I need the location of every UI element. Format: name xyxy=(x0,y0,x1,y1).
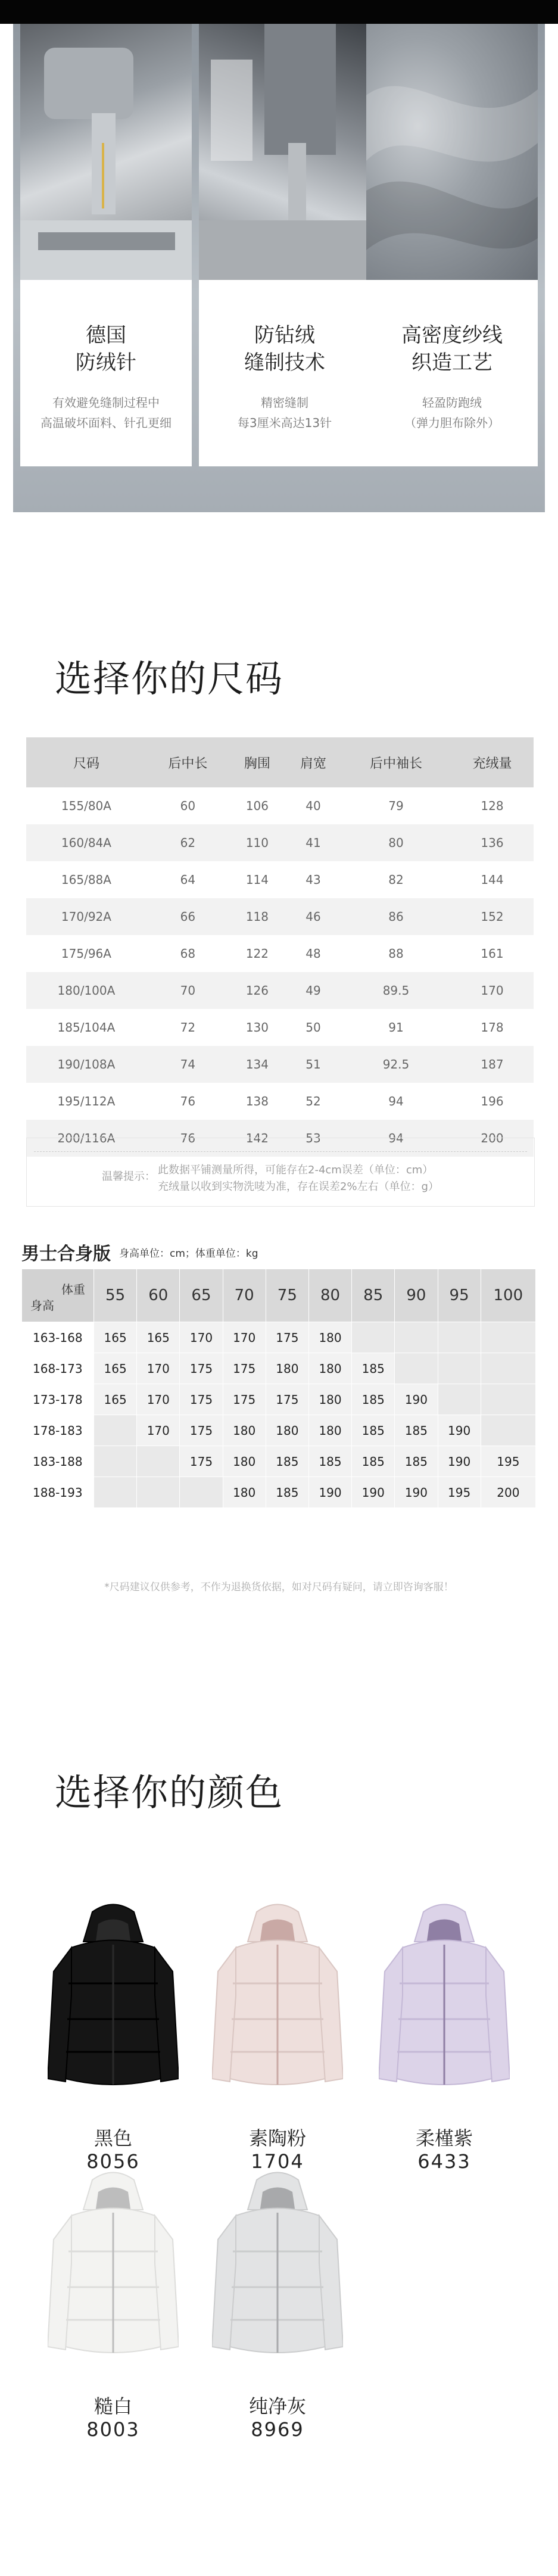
size-cell: 126 xyxy=(229,972,285,1009)
size-cell: 62 xyxy=(146,824,229,861)
size-cell: 110 xyxy=(229,824,285,861)
size-cell: 79 xyxy=(388,799,404,813)
height-row-label: 173-178 xyxy=(22,1384,94,1415)
fit-cell: 180 xyxy=(223,1446,266,1477)
note-line-1: 此数据平铺测量所得，可能存在2-4cm误差（单位：cm） xyxy=(158,1164,434,1176)
fit-cell: 185 xyxy=(395,1415,438,1446)
weight-col-header: 80 xyxy=(308,1269,351,1322)
fit-cell: 185 xyxy=(352,1353,395,1384)
size-cell: 144 xyxy=(481,873,504,887)
size-row xyxy=(26,824,534,861)
size-cell: 106 xyxy=(245,799,269,813)
size-cell: 40 xyxy=(306,799,321,813)
size-cell: 60 xyxy=(180,799,196,813)
color-name: 纯净灰 xyxy=(248,2395,306,2418)
fit-cell: 180 xyxy=(308,1353,351,1384)
feature-title-line1: 高密度纱线 xyxy=(401,323,503,347)
size-cell: 48 xyxy=(306,946,321,961)
size-row xyxy=(26,861,534,898)
size-cell: 180/100A xyxy=(26,972,146,1009)
fit-cell: 165 xyxy=(94,1384,137,1415)
sewing-machine-photo xyxy=(20,24,192,280)
color-name: 黑色 xyxy=(93,2127,132,2150)
size-cell: 91 xyxy=(388,1020,404,1035)
feature-desc-line2: 高温破坏面料、针孔更细 xyxy=(40,416,172,430)
size-row xyxy=(26,1046,534,1083)
weight-col-header: 90 xyxy=(395,1269,438,1322)
size-cell: 128 xyxy=(481,799,504,813)
fit-cell xyxy=(137,1477,180,1508)
size-cell: 160/84A xyxy=(26,824,146,861)
size-cell: 152 xyxy=(451,898,534,935)
feature-desc-line2: 每3厘米高达13针 xyxy=(237,416,332,430)
size-row xyxy=(26,972,534,1009)
height-row-label: 163-168 xyxy=(22,1322,94,1353)
size-row xyxy=(26,1083,534,1120)
fit-cell: 175 xyxy=(180,1384,223,1415)
color-code: 6433 xyxy=(417,2150,471,2173)
fit-cell: 180 xyxy=(223,1415,266,1446)
fit-cell: 175 xyxy=(223,1353,266,1384)
size-cell: 53 xyxy=(285,1120,341,1157)
fit-cell: 175 xyxy=(223,1384,266,1415)
note-line-2: 充绒量以收到实物洗唛为准，存在误差2%左右（单位：g） xyxy=(158,1180,439,1193)
feature-title-line2: 缝制技术 xyxy=(244,351,325,375)
color-code: 8003 xyxy=(86,2418,140,2441)
color-name: 素陶粉 xyxy=(248,2127,306,2150)
fit-cell xyxy=(438,1322,481,1353)
fit-cell: 180 xyxy=(223,1477,266,1508)
weight-col-header: 60 xyxy=(137,1269,180,1322)
size-row xyxy=(26,787,534,824)
feature-title-line2: 织造工艺 xyxy=(412,351,492,375)
dashed-divider xyxy=(34,1151,527,1152)
fit-cell xyxy=(352,1322,395,1353)
weight-col-header: 55 xyxy=(94,1269,137,1322)
fit-cell: 185 xyxy=(352,1384,395,1415)
size-cell: 94 xyxy=(341,1120,451,1157)
fit-cell: 170 xyxy=(180,1322,223,1353)
size-cell: 136 xyxy=(451,824,534,861)
size-cell: 170/92A xyxy=(26,898,146,935)
size-cell: 195/112A xyxy=(57,1094,116,1108)
fit-cell: 165 xyxy=(94,1353,137,1384)
fit-cell: 190 xyxy=(438,1415,481,1446)
size-cell: 170 xyxy=(451,972,534,1009)
jacket-image[interactable] xyxy=(212,1900,343,2102)
fit-row xyxy=(22,1322,536,1353)
fit-cell: 175 xyxy=(266,1322,308,1353)
fit-cell xyxy=(395,1353,438,1384)
weight-col-header: 75 xyxy=(266,1269,308,1322)
height-row-label: 178-183 xyxy=(22,1415,94,1446)
fit-cell: 170 xyxy=(137,1384,180,1415)
fit-cell xyxy=(438,1384,481,1415)
size-cell: 43 xyxy=(306,873,321,887)
color-name: 糙白 xyxy=(93,2395,132,2418)
fit-cell: 195 xyxy=(438,1477,481,1508)
jacket-image[interactable] xyxy=(379,1900,510,2102)
fit-cell: 195 xyxy=(481,1446,535,1477)
fit-cell xyxy=(94,1477,137,1508)
size-cell: 142 xyxy=(229,1120,285,1157)
fit-cell xyxy=(481,1415,535,1446)
fit-cell: 190 xyxy=(308,1477,351,1508)
fit-cell: 185 xyxy=(308,1446,351,1477)
feature-title-line2: 防绒针 xyxy=(76,351,136,375)
size-cell: 122 xyxy=(245,946,269,961)
feature-card-stitching xyxy=(199,24,370,466)
fit-row xyxy=(22,1384,536,1415)
fit-units: 身高单位：cm；体重单位：kg xyxy=(119,1248,258,1260)
size-cell: 161 xyxy=(481,946,504,961)
size-cell: 200/116A xyxy=(26,1120,146,1157)
fit-cell: 165 xyxy=(94,1322,137,1353)
size-row xyxy=(26,898,534,935)
fit-row xyxy=(22,1446,536,1477)
jacket-image[interactable] xyxy=(48,1900,179,2102)
size-cell: 86 xyxy=(341,898,451,935)
fit-cell: 175 xyxy=(180,1415,223,1446)
size-col-header: 肩宽 xyxy=(285,737,341,787)
size-section-title: 选择你的尺码 xyxy=(55,657,284,700)
size-row xyxy=(26,935,534,972)
top-dark-bar xyxy=(0,0,558,24)
size-cell: 155/80A xyxy=(61,799,111,813)
feature-desc-line1: 精密缝制 xyxy=(261,395,308,410)
fit-cell xyxy=(395,1322,438,1353)
size-row xyxy=(26,1009,534,1046)
fit-cell xyxy=(438,1353,481,1384)
feature-title-line1: 防钻绒 xyxy=(254,323,315,347)
size-cell: 187 xyxy=(451,1046,534,1083)
feature-desc-line1: 轻盈防跑绒 xyxy=(422,395,482,410)
height-row-label: 188-193 xyxy=(22,1477,94,1508)
fit-cell xyxy=(481,1353,535,1384)
size-cell: 118 xyxy=(229,898,285,935)
color-code: 1704 xyxy=(251,2150,304,2173)
jacket-image[interactable] xyxy=(212,2168,343,2371)
fit-cell: 180 xyxy=(266,1353,308,1384)
size-cell: 74 xyxy=(146,1046,229,1083)
jacket-image[interactable] xyxy=(48,2168,179,2371)
fit-cell: 190 xyxy=(438,1446,481,1477)
fit-cell xyxy=(481,1384,535,1415)
corner-height-label: 身高 xyxy=(30,1298,54,1313)
fit-cell: 165 xyxy=(137,1322,180,1353)
height-row-label: 168-173 xyxy=(22,1353,94,1384)
fit-cell: 180 xyxy=(308,1384,351,1415)
color-code: 8056 xyxy=(86,2150,140,2173)
size-cell: 46 xyxy=(285,898,341,935)
size-cell: 49 xyxy=(285,972,341,1009)
fit-recommendation-table xyxy=(21,1269,536,1508)
note-text xyxy=(158,1162,439,1195)
feature-title-line1: 德国 xyxy=(86,323,126,347)
size-cell: 185/104A xyxy=(57,1020,116,1035)
fit-row xyxy=(22,1415,536,1446)
fit-footnote: *尺码建议仅供参考，不作为退换货依据，如对尺码有疑问，请立即咨询客服！ xyxy=(104,1581,454,1593)
size-cell: 190/108A xyxy=(26,1046,146,1083)
feature-card-yarn xyxy=(366,24,538,466)
size-cell: 175/96A xyxy=(61,946,111,961)
stitching-photo xyxy=(199,24,370,280)
size-cell: 178 xyxy=(481,1020,504,1035)
size-col-header: 胸围 xyxy=(229,737,285,787)
fit-cell: 190 xyxy=(395,1384,438,1415)
color-section-title: 选择你的颜色 xyxy=(55,1771,284,1814)
size-cell: 134 xyxy=(229,1046,285,1083)
fit-row xyxy=(22,1353,536,1384)
size-cell: 64 xyxy=(180,873,196,887)
size-cell: 68 xyxy=(180,946,196,961)
size-cell: 76 xyxy=(180,1094,196,1108)
size-cell: 88 xyxy=(388,946,404,961)
size-cell: 92.5 xyxy=(341,1046,451,1083)
fit-cell: 190 xyxy=(395,1477,438,1508)
size-cell: 51 xyxy=(285,1046,341,1083)
size-cell: 82 xyxy=(388,873,404,887)
fit-cell xyxy=(180,1477,223,1508)
table-corner-header xyxy=(22,1269,94,1322)
size-cell: 41 xyxy=(285,824,341,861)
weight-col-header: 70 xyxy=(223,1269,266,1322)
fabric-photo xyxy=(366,24,538,280)
weight-col-header: 65 xyxy=(180,1269,223,1322)
fit-cell: 170 xyxy=(223,1322,266,1353)
fit-cell: 200 xyxy=(481,1477,535,1508)
size-cell: 200 xyxy=(451,1120,534,1157)
size-cell: 138 xyxy=(245,1094,269,1108)
note-label: 温馨提示： xyxy=(102,1170,155,1183)
fit-cell xyxy=(481,1322,535,1353)
color-name: 柔槿紫 xyxy=(415,2127,473,2150)
fit-cell: 180 xyxy=(308,1415,351,1446)
size-cell: 52 xyxy=(306,1094,321,1108)
size-cell: 94 xyxy=(388,1094,404,1108)
size-cell: 114 xyxy=(245,873,269,887)
fit-cell: 180 xyxy=(308,1322,351,1353)
fit-title: 男士合身版 xyxy=(21,1244,111,1264)
color-code: 8969 xyxy=(251,2418,304,2441)
fit-cell: 170 xyxy=(137,1415,180,1446)
fit-cell: 175 xyxy=(180,1446,223,1477)
fit-cell: 190 xyxy=(352,1477,395,1508)
fit-cell: 180 xyxy=(266,1415,308,1446)
fit-cell: 175 xyxy=(266,1384,308,1415)
size-cell: 66 xyxy=(146,898,229,935)
size-col-header: 后中长 xyxy=(146,737,229,787)
size-cell: 130 xyxy=(245,1020,269,1035)
fit-cell xyxy=(94,1446,137,1477)
size-col-header: 尺码 xyxy=(26,737,146,787)
fit-cell: 185 xyxy=(266,1446,308,1477)
size-note-box xyxy=(26,1138,535,1207)
size-col-header: 后中袖长 xyxy=(341,737,451,787)
fit-cell xyxy=(94,1415,137,1446)
size-cell: 50 xyxy=(306,1020,321,1035)
size-cell: 89.5 xyxy=(341,972,451,1009)
fit-row xyxy=(22,1477,536,1508)
fit-cell: 185 xyxy=(266,1477,308,1508)
height-row-label: 183-188 xyxy=(22,1446,94,1477)
weight-col-header: 85 xyxy=(352,1269,395,1322)
fit-cell: 170 xyxy=(137,1353,180,1384)
size-cell: 76 xyxy=(146,1120,229,1157)
fit-cell: 185 xyxy=(395,1446,438,1477)
size-chart-table xyxy=(26,737,534,1157)
size-cell: 80 xyxy=(341,824,451,861)
fit-cell: 175 xyxy=(180,1353,223,1384)
size-col-header: 充绒量 xyxy=(451,737,534,787)
fit-cell: 185 xyxy=(352,1446,395,1477)
size-cell: 72 xyxy=(180,1020,196,1035)
feature-panel xyxy=(13,24,545,512)
size-cell: 70 xyxy=(146,972,229,1009)
fit-cell: 185 xyxy=(352,1415,395,1446)
size-cell: 165/88A xyxy=(61,873,111,887)
corner-weight-label: 体重 xyxy=(61,1282,85,1297)
feature-desc-line2: （弹力胆布除外） xyxy=(404,416,500,430)
weight-col-header: 100 xyxy=(481,1269,535,1322)
feature-card-needle xyxy=(20,24,192,466)
size-cell: 196 xyxy=(481,1094,504,1108)
fit-cell xyxy=(137,1446,180,1477)
weight-col-header: 95 xyxy=(438,1269,481,1322)
feature-desc-line1: 有效避免缝制过程中 xyxy=(52,395,160,410)
